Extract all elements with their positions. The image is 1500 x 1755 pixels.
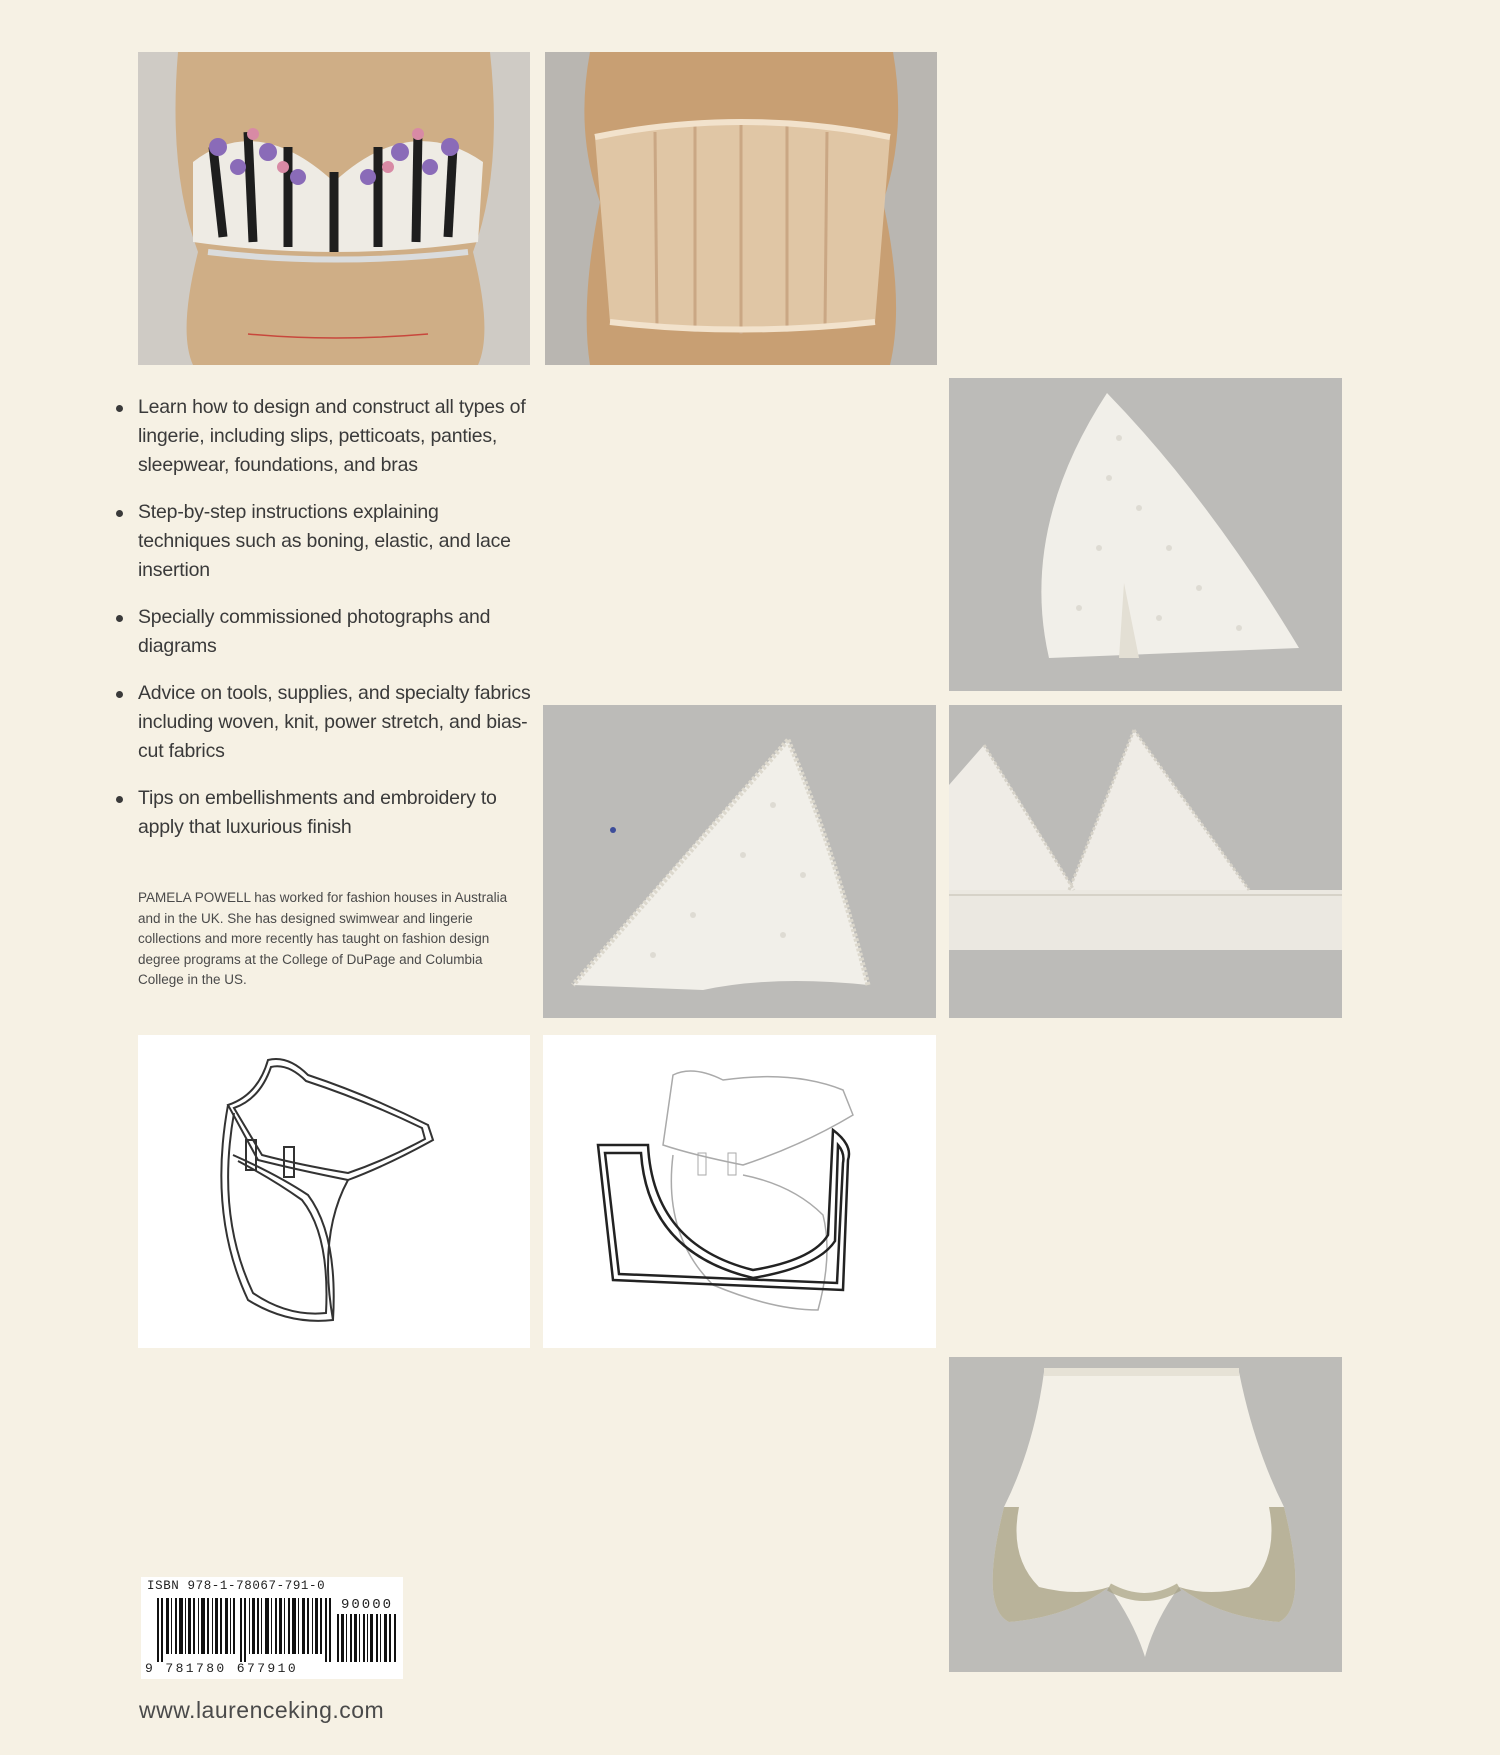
isbn-label: ISBN 978-1-78067-791-0	[147, 1579, 326, 1593]
author-bio: PAMELA POWELL has worked for fashion houses in Australia and in the UK. She has designed swimwear and lingerie collections and more recently has taught on fashion design degree programs at the College of DuPage and Columbia College in the US.	[138, 890, 508, 987]
pattern-diagram-right	[543, 1035, 936, 1348]
publisher-website[interactable]: www.laurenceking.com	[139, 1697, 385, 1723]
feature-bullet: Tips on embellishments and embroidery to apply that luxurious finish	[112, 784, 532, 842]
feature-bullet: Specially commissioned photographs and diagrams	[112, 603, 532, 661]
pattern-diagram-left	[138, 1035, 530, 1348]
cup-with-lace-trim-photo	[543, 705, 936, 1018]
feature-bullet: Advice on tools, supplies, and specialty fabrics including woven, knit, power stretch, and bias-cut fabrics	[112, 679, 532, 766]
lace-shorts-photo	[949, 1357, 1342, 1672]
feature-bullet: Learn how to design and construct all types of lingerie, including slips, petticoats, panties, sleepwear, foundations, and bras	[112, 393, 532, 480]
feature-bullet-list	[112, 393, 532, 860]
bra-on-dressform-photo	[138, 52, 530, 365]
corset-photo	[545, 52, 937, 365]
price-addon-bars	[337, 1614, 399, 1662]
isbn-barcode	[141, 1577, 403, 1679]
ean-barcode-bars	[157, 1598, 331, 1662]
ean-digits: 9 781780 677910	[145, 1661, 299, 1676]
finished-bralette-photo	[949, 705, 1342, 1018]
price-code: 90000	[341, 1597, 394, 1613]
feature-bullet: Step-by-step instructions explaining techniques such as boning, elastic, and lace insertion	[112, 498, 532, 585]
cup-fabric-piece-photo	[949, 378, 1342, 691]
